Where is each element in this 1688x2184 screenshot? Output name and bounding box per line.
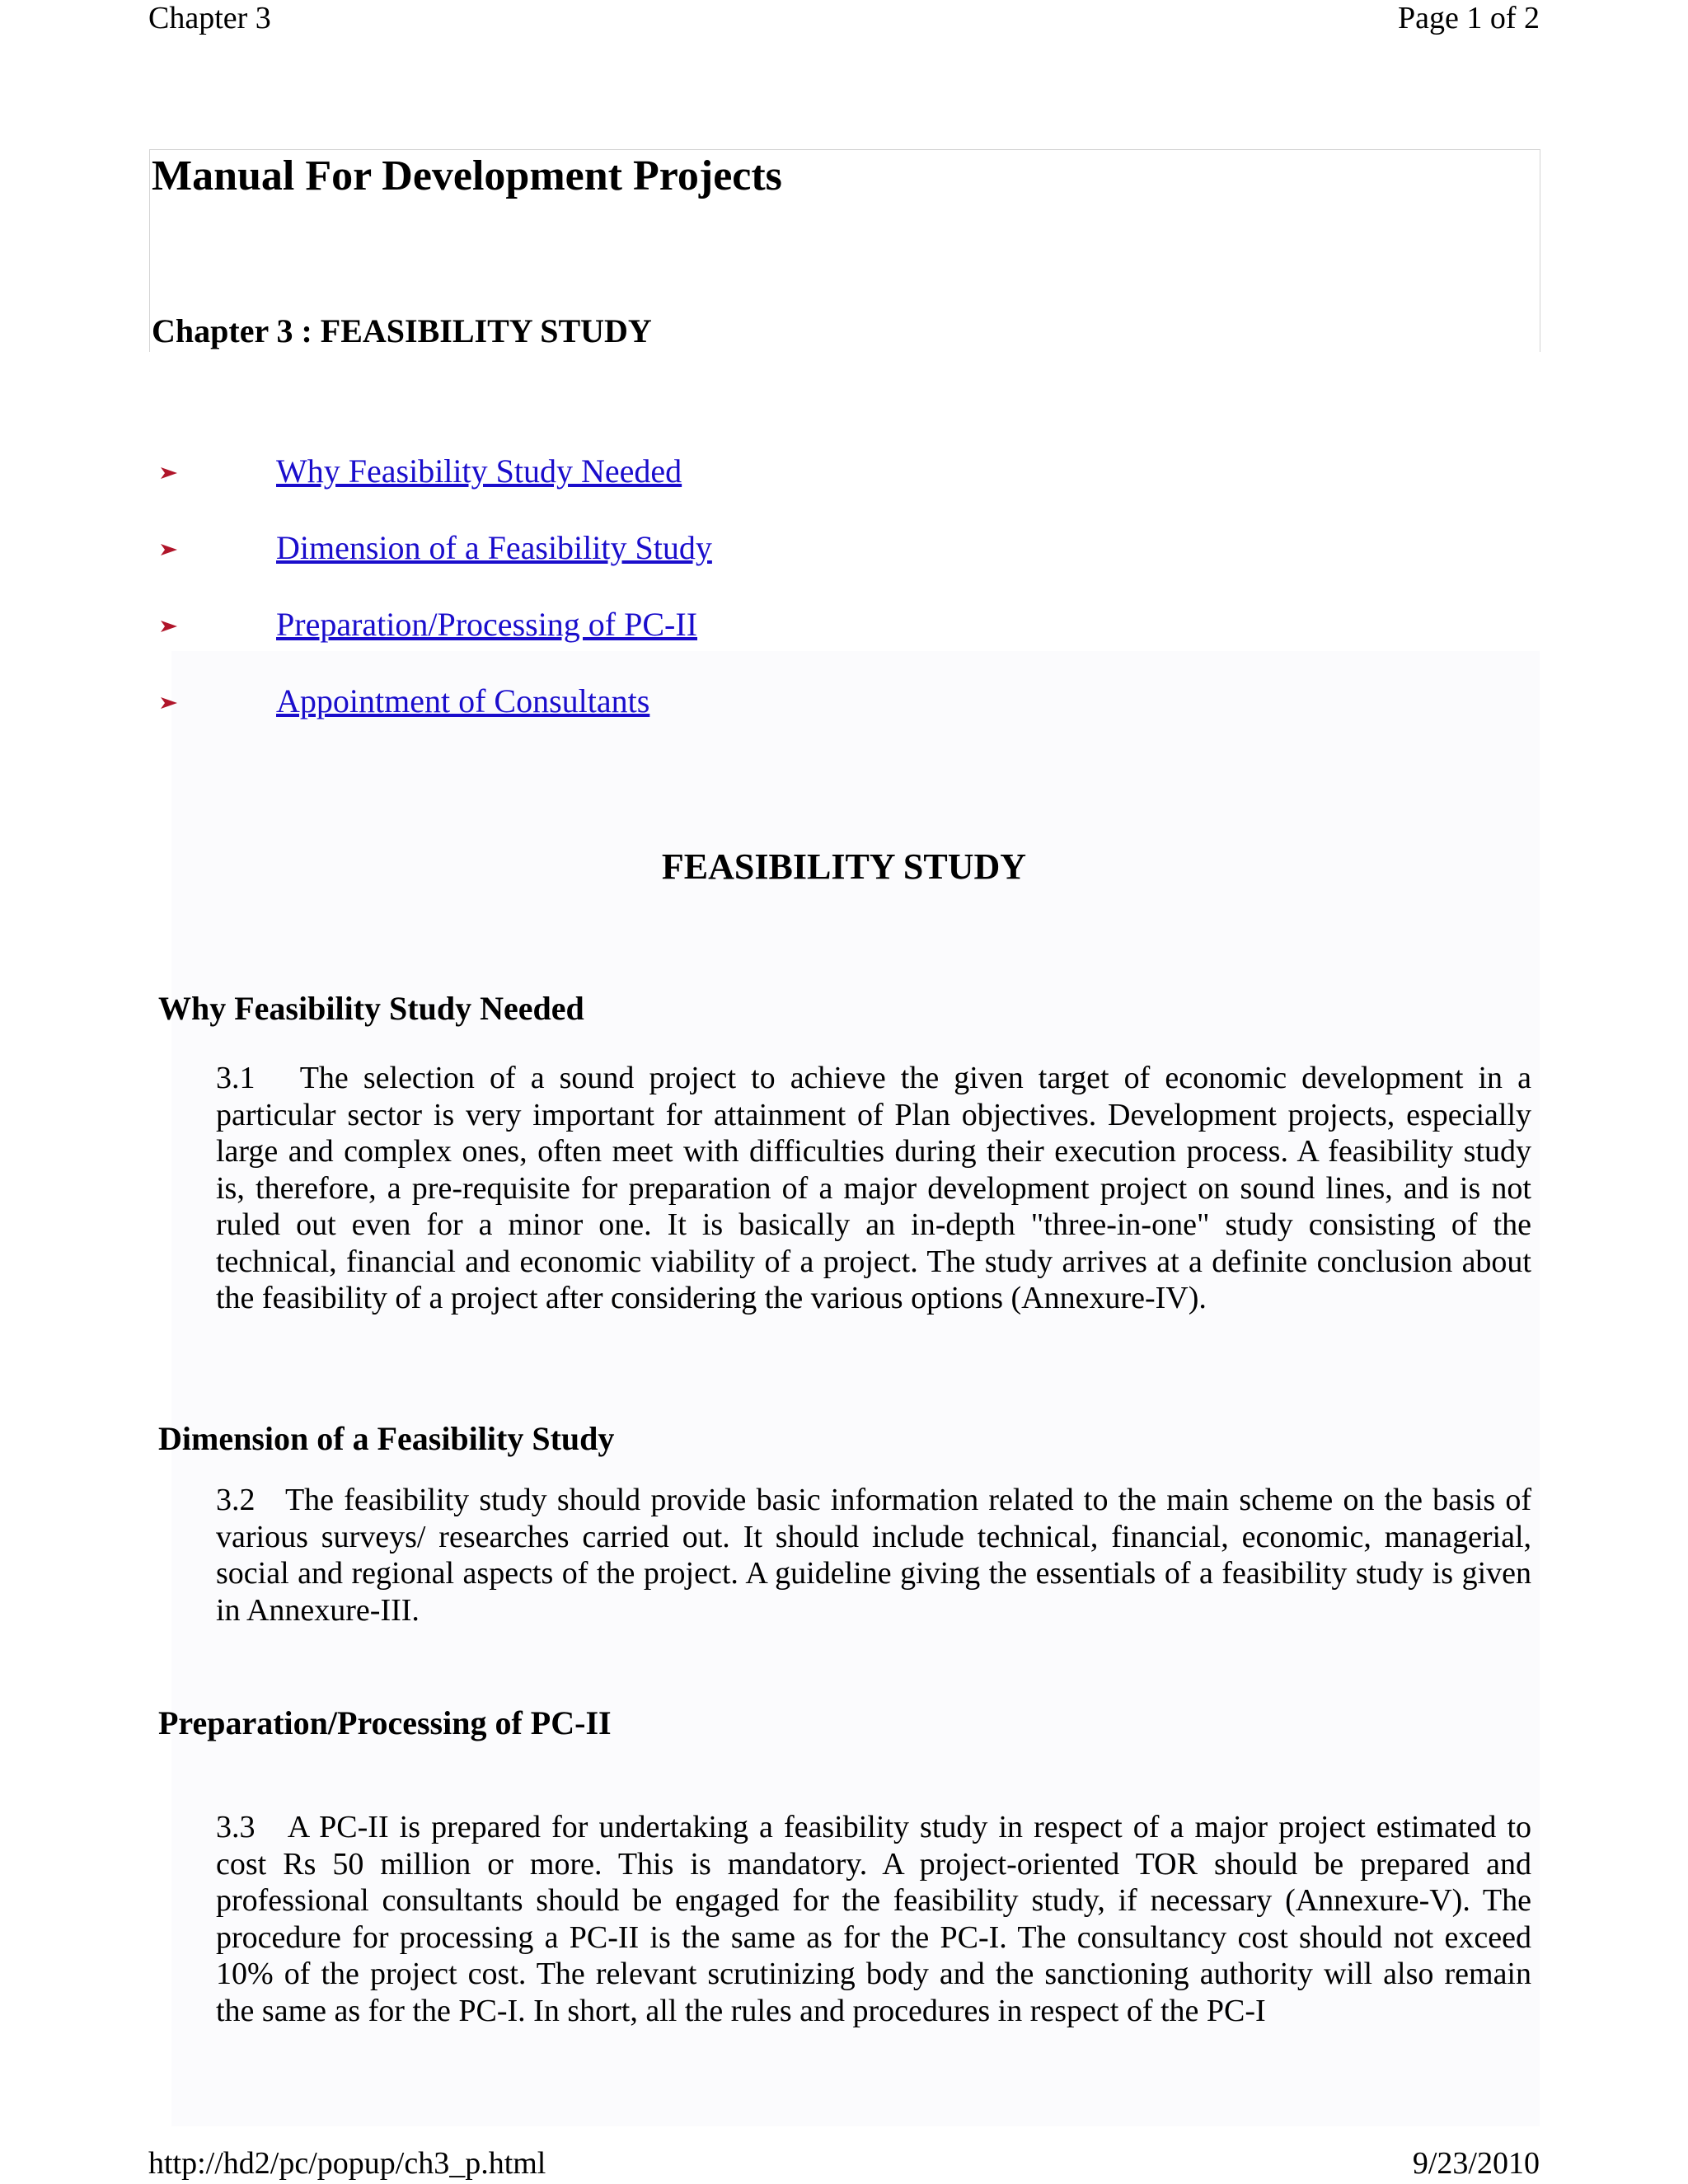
manual-title: Manual For Development Projects bbox=[152, 152, 782, 199]
section-heading-dimension: Dimension of a Feasibility Study bbox=[158, 1420, 615, 1457]
print-footer-date: 9/23/2010 bbox=[1412, 2146, 1540, 2181]
red-arrow-bullet-icon bbox=[159, 695, 179, 711]
chapter-title: Chapter 3 : FEASIBILITY STUDY bbox=[152, 312, 652, 349]
paragraph-3-3: 3.3 A PC-II is prepared for undertaking a feasibility study in respect of a major project estimated to cost Rs 50 million or more. This is mandatory. A project-oriented TOR should be prepared and professional consultants should be engaged for the feasibility study, if necessary (Annexure-V). The procedure for processing a PC-II is the same as for the PC-I. The consultancy cost should not exceed 10% of the project cost. The relevant scrutinizing body and the sanctioning authority will also remain the same as for the PC-I. In short, all the rules and procedures in respect of the PC-I bbox=[216, 1810, 1531, 2028]
toc-link-dimension[interactable]: Dimension of a Feasibility Study bbox=[276, 529, 712, 566]
toc-link-consultants[interactable]: Appointment of Consultants bbox=[276, 682, 650, 719]
print-header bbox=[148, 0, 1540, 41]
title-box bbox=[149, 149, 1540, 352]
section-heading-why-feasibility: Why Feasibility Study Needed bbox=[158, 990, 584, 1027]
red-arrow-bullet-icon bbox=[159, 541, 179, 558]
paragraph-3-1: 3.1 The selection of a sound project to achieve the given target of economic development in a particular sector is very important for attainment of Plan objectives. Development projects, especially large and complex ones, often meet with difficulties during their execution process. A feasibility study is, therefore, a pre-requisite for preparation of a major development project on sound lines, and is not ruled out even for a minor one. It is basically an in-depth "three-in-one" study consisting of the technical, financial and economic viability of a project. The study arrives at a definite conclusion about the feasibility of a project after considering the various options (Annexure-IV). bbox=[216, 1061, 1531, 1315]
print-header-page-number: Page 1 of 2 bbox=[1397, 1, 1540, 35]
toc-link-why-feasibility[interactable]: Why Feasibility Study Needed bbox=[276, 452, 682, 490]
paragraph-3-2: 3.2 The feasibility study should provide basic information related to the main scheme on the basis of various surveys/ researches carried out. It should include technical, financial, economic, managerial, social and regional aspects of the project. A guideline giving the essentials of a feasibility study is given in Annexure-III. bbox=[216, 1483, 1531, 1628]
print-footer-url: http://hd2/pc/popup/ch3_p.html bbox=[148, 2146, 546, 2181]
toc-link-pc-ii[interactable]: Preparation/Processing of PC-II bbox=[276, 606, 698, 643]
red-arrow-bullet-icon bbox=[159, 465, 179, 481]
red-arrow-bullet-icon bbox=[159, 618, 179, 635]
print-header-chapter: Chapter 3 bbox=[148, 1, 271, 35]
main-heading: FEASIBILITY STUDY bbox=[661, 846, 1027, 887]
section-heading-pc-ii: Preparation/Processing of PC-II bbox=[158, 1704, 612, 1741]
